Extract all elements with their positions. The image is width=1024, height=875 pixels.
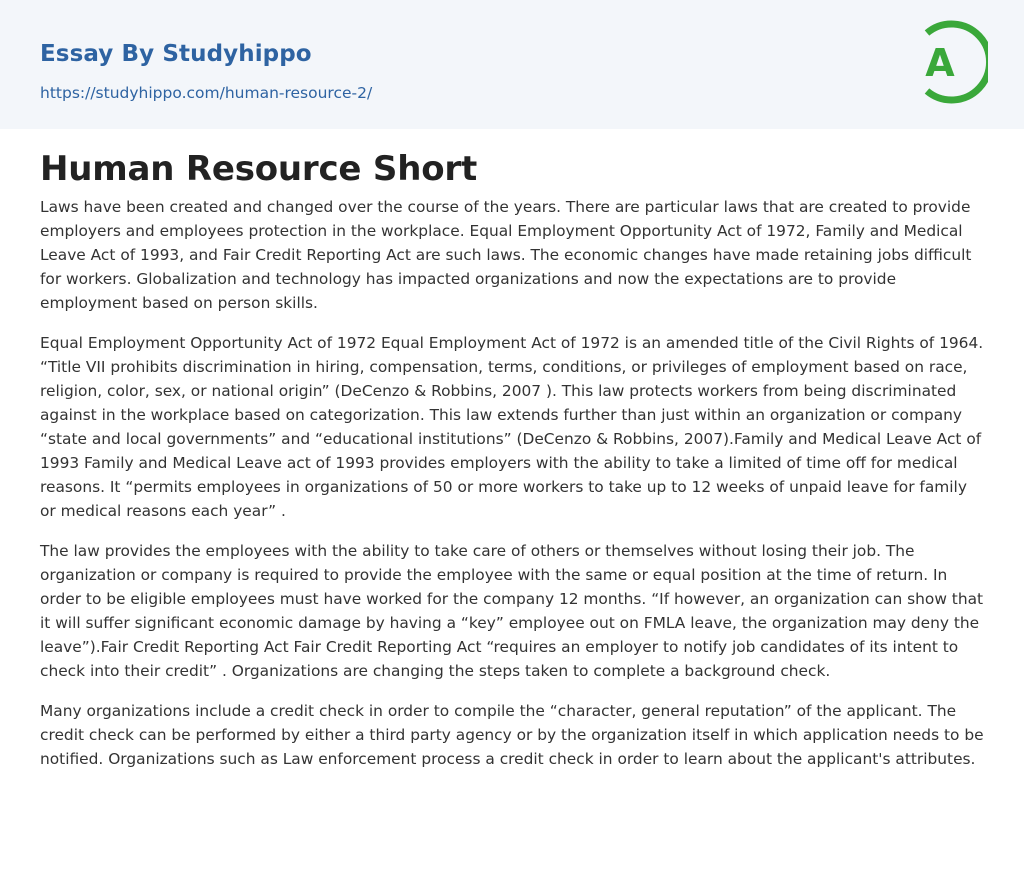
article-paragraph-1: Laws have been created and changed over the course of the years. There are particular laws that are created to provide employers and employees protection in the workplace. Equal Employment Opportunity Act of 1972, Family and Medical Leave Act of 1993, and Fair Credit Reporting Act are such laws. The economic changes have made retaining jobs difficult for workers. Globalization and technology has impacted organizations and now the expectations are to provide employment based on person skills. bbox=[40, 198, 972, 312]
site-brand: Essay By Studyhippo bbox=[40, 41, 312, 67]
article-paragraph-4: Many organizations include a credit check in order to compile the “character, general reputation” of the applicant. The credit check can be performed by either a third party agency or by the organization itself in which application needs to be notified. Organizations such as Law enforcement process a credit check in order to learn about the applicant's attributes. bbox=[40, 702, 984, 768]
article-paragraph-2: Equal Employment Opportunity Act of 1972 Equal Employment Act of 1972 is an amended title of the Civil Rights of 1964. “Title VII prohibits discrimination in hiring, compensation, terms, conditions, or privileges of employment based on race, religion, color, sex, or national origin” (DeCenzo & Robbins, 2007 ). This law protects workers from being discriminated against in the workplace based on categorization. This law extends further than just within an organization or company “state and local governments” and “educational institutions” (DeCenzo & Robbins, 2007).Family and Medical Leave Act of 1993 Family and Medical Leave act of 1993 provides employers with the ability to take a limited of time off for medical reasons. It “permits employees in organizations of 50 or more workers to take up to 12 weeks of unpaid leave for family or medical reasons each year” . bbox=[40, 334, 984, 520]
article-paragraph-3: The law provides the employees with the ability to take care of others or themselves without losing their job. The organization or company is required to provide the employee with the same or equal position at the time of return. In order to be eligible employees must have worked for the company 12 months. “If however, an organization can show that it will suffer significant economic damage by having a “key” employee out on FMLA leave, the organization may deny the leave”).Fair Credit Reporting Act Fair Credit Reporting Act “requires an employer to notify job candidates of its intent to check into their credit” . Organizations are changing the steps taken to complete a background check. bbox=[40, 542, 984, 680]
article-title: Human Resource Short bbox=[40, 149, 478, 189]
essay-url-link[interactable]: https://studyhippo.com/human-resource-2/ bbox=[40, 84, 373, 102]
site-header bbox=[0, 0, 1024, 129]
studyhippo-logo-icon bbox=[910, 18, 988, 106]
logo-letter: A bbox=[925, 41, 955, 85]
article-body bbox=[0, 129, 1024, 771]
